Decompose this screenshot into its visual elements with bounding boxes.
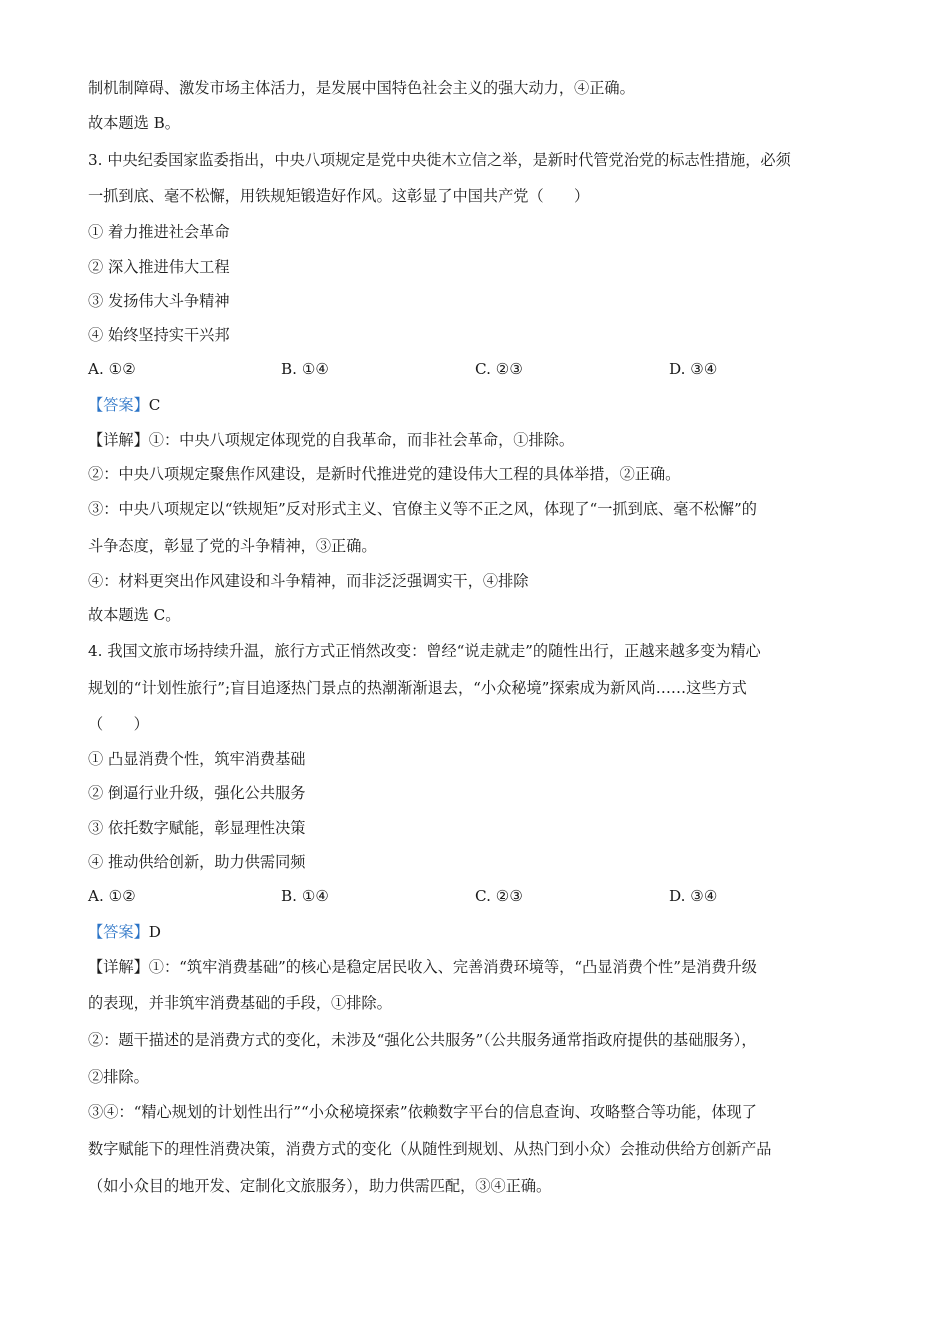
q4-item-3: ③ 依托数字赋能，彰显理性决策 [88, 819, 306, 837]
q4-detail-2a: ②：题干描述的是消费方式的变化，未涉及“强化公共服务”（公共服务通常指政府提供的基础服务）， [88, 1031, 757, 1049]
answer-value: D [148, 923, 161, 941]
q3-option-c: C. ②③ [475, 360, 523, 378]
q3-option-d: D. ③④ [669, 360, 718, 378]
q4-stem-line-1: 4. 我国文旅市场持续升温，旅行方式正悄然改变：曾经“说走就走”的随性出行，正越来越多变为精心 [88, 642, 761, 660]
q4-stem-line-3: （ ） [88, 715, 149, 733]
q3-stem-line-2: 一抓到底、毫不松懈，用铁规矩锻造好作风。这彰显了中国共产党（ ） [88, 187, 590, 205]
q4-option-d: D. ③④ [669, 887, 718, 905]
q4-answer [88, 922, 161, 942]
q3-option-a: A. ①② [88, 360, 136, 378]
answer-tag: 【答案】 [88, 396, 149, 414]
continued-text-line: 制机制障碍、激发市场主体活力，是发展中国特色社会主义的强大动力，④正确。 [88, 79, 635, 97]
answer-value: C [148, 396, 161, 414]
q3-options [88, 359, 863, 379]
q4-detail-3a: ③④：“精心规划的计划性出行”“小众秘境探索”依赖数字平台的信息查询、攻略整合等功能，体现了 [88, 1103, 757, 1121]
q4-detail-3b: 数字赋能下的理性消费决策，消费方式的变化（从随性到规划、从热门到小众）会推动供给方创新产品 [88, 1140, 772, 1158]
q3-detail-3b: 斗争态度，彰显了党的斗争精神，③正确。 [88, 537, 377, 555]
q3-detail-4: ④：材料更突出作风建设和斗争精神，而非泛泛强调实干，④排除 [88, 572, 529, 590]
q3-stem-line-1: 3. 中央纪委国家监委指出，中央八项规定是党中央徙木立信之举，是新时代管党治党的标志性措施，必须 [88, 151, 791, 169]
q4-option-c: C. ②③ [475, 887, 523, 905]
q3-item-3: ③ 发扬伟大斗争精神 [88, 292, 230, 310]
q4-item-1: ① 凸显消费个性，筑牢消费基础 [88, 750, 306, 768]
q3-conclusion: 故本题选 C。 [88, 606, 181, 624]
q3-detail-1 [88, 430, 574, 450]
previous-conclusion: 故本题选 B。 [88, 114, 180, 132]
q3-detail-3a: ③：中央八项规定以“铁规矩”反对形式主义、官僚主义等不正之风，体现了“一抓到底、毫不松懈”的 [88, 500, 757, 518]
q3-item-1: ① 着力推进社会革命 [88, 223, 230, 241]
detail-tag: 【详解】 [88, 431, 149, 449]
q4-options [88, 886, 863, 906]
detail-text: ①：“筑牢消费基础”的核心是稳定居民收入、完善消费环境等，“凸显消费个性”是消费升级 [148, 958, 757, 976]
q4-detail-2b: ②排除。 [88, 1068, 149, 1086]
detail-tag: 【详解】 [88, 958, 149, 976]
q4-detail-1a [88, 957, 757, 977]
q4-detail-1b: 的表现，并非筑牢消费基础的手段，①排除。 [88, 994, 392, 1012]
answer-tag: 【答案】 [88, 923, 149, 941]
q4-option-b: B. ①④ [281, 887, 330, 905]
detail-text: ①：中央八项规定体现党的自我革命，而非社会革命，①排除。 [148, 431, 574, 449]
q3-item-2: ② 深入推进伟大工程 [88, 258, 230, 276]
q3-answer [88, 395, 160, 415]
q4-item-4: ④ 推动供给创新，助力供需同频 [88, 853, 306, 871]
q4-item-2: ② 倒逼行业升级，强化公共服务 [88, 784, 306, 802]
q4-stem-line-2: 规划的“计划性旅行”;盲目追逐热门景点的热潮渐渐退去，“小众秘境”探索成为新风尚……这些方式 [88, 679, 747, 697]
q4-detail-3c: （如小众目的地开发、定制化文旅服务），助力供需匹配，③④正确。 [88, 1177, 552, 1195]
q3-detail-2: ②：中央八项规定聚焦作风建设，是新时代推进党的建设伟大工程的具体举措，②正确。 [88, 465, 681, 483]
q4-option-a: A. ①② [88, 887, 136, 905]
q3-option-b: B. ①④ [281, 360, 330, 378]
q3-item-4: ④ 始终坚持实干兴邦 [88, 326, 230, 344]
